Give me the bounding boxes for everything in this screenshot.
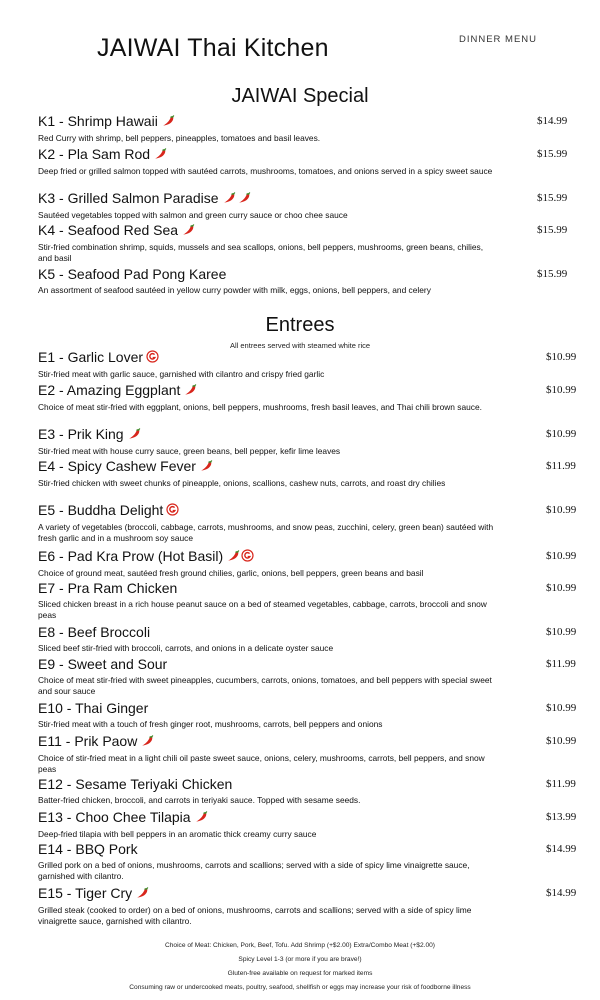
menu-type-label: DINNER MENU bbox=[459, 34, 538, 45]
item-price: $10.99 bbox=[546, 384, 577, 396]
chili-pepper-icon bbox=[194, 811, 208, 823]
item-name bbox=[38, 382, 498, 400]
menu-item bbox=[38, 266, 498, 296]
item-icons bbox=[199, 459, 214, 476]
gluten-free-icon bbox=[166, 503, 179, 516]
item-name-text: E9 - Sweet and Sour bbox=[38, 656, 168, 672]
item-price: $13.99 bbox=[546, 811, 577, 823]
item-name-text: E11 - Prik Paow bbox=[38, 733, 138, 749]
chili-pepper-icon bbox=[153, 148, 167, 160]
menu-item bbox=[38, 809, 498, 840]
menu-item bbox=[38, 190, 498, 221]
item-description: Grilled pork on a bed of onions, mushrooms, carrots and scallions; served with a side of spicy lime vinaigrette sauce, garnished with cilantro. bbox=[38, 860, 470, 881]
item-name-text: K1 - Shrimp Hawaii bbox=[38, 113, 158, 129]
menu-item bbox=[38, 656, 498, 697]
chili-pepper-icon bbox=[222, 192, 236, 204]
menu-item bbox=[38, 502, 498, 544]
item-description: Stir-fried meat with house curry sauce, green beans, bell pepper, kefir lime leaves bbox=[38, 446, 341, 456]
item-price: $11.99 bbox=[546, 778, 576, 790]
item-name-text: E6 - Pad Kra Prow (Hot Basil) bbox=[38, 548, 224, 564]
item-name bbox=[38, 548, 498, 566]
item-icons bbox=[153, 147, 168, 164]
item-price: $10.99 bbox=[546, 626, 577, 638]
item-price: $15.99 bbox=[537, 268, 568, 280]
item-price: $10.99 bbox=[546, 582, 577, 594]
item-description: Stir-fried meat with garlic sauce, garnished with cilantro and crispy fried garlic bbox=[38, 369, 325, 379]
footer-meat-note: Choice of Meat: Chicken, Pork, Beef, Tofu. Add Shrimp (+$2.00) Extra/Combo Meat (+$2.00) bbox=[165, 942, 435, 949]
item-name-text: E3 - Prik King bbox=[38, 426, 124, 442]
item-name-text: E15 - Tiger Cry bbox=[38, 885, 133, 901]
item-icons bbox=[146, 350, 160, 367]
item-name bbox=[38, 146, 498, 164]
restaurant-title: JAIWAI Thai Kitchen bbox=[97, 34, 329, 62]
item-icons bbox=[140, 734, 155, 751]
item-description: Stir-fried combination shrimp, squids, mussels and sea scallops, onions, bell peppers, mushrooms, green beans, chilies, and basil bbox=[38, 242, 484, 263]
item-description: Red Curry with shrimp, bell peppers, pineapples, tomatoes and basil leaves. bbox=[38, 133, 321, 143]
item-name bbox=[38, 426, 498, 444]
item-name bbox=[38, 624, 498, 641]
menu-item bbox=[38, 548, 498, 579]
item-name-text: K2 - Pla Sam Rod bbox=[38, 146, 151, 162]
menu-item bbox=[38, 222, 498, 264]
menu-item bbox=[38, 700, 498, 730]
item-name bbox=[38, 190, 498, 208]
item-description: A variety of vegetables (broccoli, cabbage, carrots, mushrooms, and snow peas, zucchini, celery, green bean) sautéed with fresh garlic and in a mushroom soy sauce bbox=[38, 522, 494, 543]
item-icons bbox=[166, 503, 180, 520]
item-price: $15.99 bbox=[537, 224, 568, 236]
item-description: Batter-fried chicken, broccoli, and carrots in teriyaki sauce. Topped with sesame seeds. bbox=[38, 795, 361, 805]
item-price: $10.99 bbox=[546, 428, 577, 440]
gluten-free-icon bbox=[241, 549, 254, 562]
item-icons bbox=[183, 383, 198, 400]
item-price: $14.99 bbox=[546, 887, 577, 899]
item-description: Choice of stir-fried meat in a light chili oil paste sweet sauce, onions, celery, mushrooms, carrots, bell peppers, and snow peas bbox=[38, 753, 485, 774]
chili-pepper-icon bbox=[135, 887, 149, 899]
item-name bbox=[38, 656, 498, 673]
entrees-subheading: All entrees served with steamed white rice bbox=[229, 341, 371, 350]
item-icons bbox=[135, 886, 150, 903]
item-icons bbox=[181, 223, 196, 240]
item-name-text: K5 - Seafood Pad Pong Karee bbox=[38, 266, 227, 282]
chili-pepper-icon bbox=[199, 460, 213, 472]
item-description: Deep-fried tilapia with bell peppers in an aromatic thick creamy curry sauce bbox=[38, 829, 317, 839]
item-price: $15.99 bbox=[537, 148, 568, 160]
item-name bbox=[38, 580, 498, 597]
item-name bbox=[38, 113, 498, 131]
item-icons bbox=[161, 114, 176, 131]
footer-spicy-note: Spicy Level 1-3 (or more if you are brave!) bbox=[238, 956, 362, 963]
menu-item bbox=[38, 580, 498, 621]
item-name-text: E10 - Thai Ginger bbox=[38, 700, 149, 716]
menu-item bbox=[38, 382, 498, 413]
item-description: An assortment of seafood sautéed in yellow curry powder with milk, eggs, onions, bell peppers, and celery bbox=[38, 285, 431, 295]
item-price: $14.99 bbox=[546, 843, 577, 855]
item-name-text: K3 - Grilled Salmon Paradise bbox=[38, 190, 219, 206]
item-description: Choice of meat stir-fried with eggplant, onions, bell peppers, mushrooms, fresh basil leaves, and Thai chili brown sauce. bbox=[38, 402, 482, 412]
menu-item bbox=[38, 458, 498, 489]
item-price: $10.99 bbox=[546, 351, 577, 363]
item-icons bbox=[226, 549, 255, 566]
item-name bbox=[38, 885, 498, 903]
item-name bbox=[38, 809, 498, 827]
item-name bbox=[38, 733, 498, 751]
item-name bbox=[38, 776, 498, 793]
item-name bbox=[38, 349, 498, 367]
item-description: Choice of meat stir-fried with sweet pineapples, cucumbers, carrots, onions, tomatoes, and bell peppers with special sweet and sour sauce bbox=[38, 675, 492, 696]
item-price: $15.99 bbox=[537, 192, 568, 204]
item-name bbox=[38, 841, 498, 858]
menu-item bbox=[38, 113, 498, 144]
item-icons bbox=[222, 191, 252, 208]
chili-pepper-icon bbox=[161, 115, 175, 127]
menu-item bbox=[38, 841, 498, 882]
item-name bbox=[38, 222, 498, 240]
item-price: $11.99 bbox=[546, 460, 576, 472]
menu-footer bbox=[0, 939, 600, 995]
item-price: $14.99 bbox=[537, 115, 568, 127]
item-name bbox=[38, 266, 498, 283]
menu-item bbox=[38, 733, 498, 775]
item-icons bbox=[194, 810, 209, 827]
chili-pepper-icon bbox=[140, 735, 154, 747]
menu-item bbox=[38, 624, 498, 654]
gluten-free-icon bbox=[146, 350, 159, 363]
item-name bbox=[38, 502, 498, 520]
item-name-text: E4 - Spicy Cashew Fever bbox=[38, 458, 196, 474]
menu-item bbox=[38, 349, 498, 380]
item-price: $10.99 bbox=[546, 550, 577, 562]
footer-gluten-note: Gluten-free available on request for marked items bbox=[227, 970, 373, 977]
item-name-text: E12 - Sesame Teriyaki Chicken bbox=[38, 776, 233, 792]
chili-pepper-icon bbox=[226, 550, 240, 562]
item-name-text: E5 - Buddha Delight bbox=[38, 502, 164, 518]
item-description: Stir-fried chicken with sweet chunks of pineapple, onions, scallions, cashew nuts, carrots, and roast dry chilies bbox=[38, 478, 446, 488]
chili-pepper-icon bbox=[127, 428, 141, 440]
item-description: Sautéed vegetables topped with salmon and green curry sauce or choo chee sauce bbox=[38, 210, 348, 220]
chili-pepper-icon bbox=[181, 224, 195, 236]
item-description: Grilled steak (cooked to order) on a bed of onions, mushrooms, carrots and scallions; served with a side of spicy lime vinaigrette sauce, garnished with cilantro. bbox=[38, 905, 472, 926]
item-price: $10.99 bbox=[546, 735, 577, 747]
menu-item bbox=[38, 776, 498, 806]
item-description: Deep fried or grilled salmon topped with sautéed carrots, mushrooms, tomatoes, and onions served in a spicy sweet sauce bbox=[38, 166, 493, 176]
item-icons bbox=[127, 427, 142, 444]
menu-item bbox=[38, 146, 498, 177]
item-description: Sliced chicken breast in a rich house peanut sauce on a bed of steamed vegetables, cabbage, carrots, broccoli and snow peas bbox=[38, 599, 487, 620]
item-description: Stir-fried meat with a touch of fresh ginger root, mushrooms, carrots, bell peppers and onions bbox=[38, 719, 383, 729]
item-price: $10.99 bbox=[546, 702, 577, 714]
item-name bbox=[38, 458, 498, 476]
item-price: $10.99 bbox=[546, 504, 577, 516]
menu-item bbox=[38, 885, 498, 927]
item-name-text: E14 - BBQ Pork bbox=[38, 841, 138, 857]
item-description: Sliced beef stir-fried with broccoli, carrots, and onions in a delicate oyster sauce bbox=[38, 643, 334, 653]
item-name-text: E13 - Choo Chee Tilapia bbox=[38, 809, 191, 825]
item-name-text: E8 - Beef Broccoli bbox=[38, 624, 151, 640]
item-description: Choice of ground meat, sautéed fresh ground chilies, garlic, onions, bell peppers, green beans and basil bbox=[38, 568, 424, 578]
item-name-text: E7 - Pra Ram Chicken bbox=[38, 580, 178, 596]
menu-item bbox=[38, 426, 498, 457]
footer-health-warning: Consuming raw or undercooked meats, poultry, seafood, shellfish or eggs may increase your risk of foodborne illness bbox=[129, 984, 471, 991]
item-price: $11.99 bbox=[546, 658, 576, 670]
item-name-text: E2 - Amazing Eggplant bbox=[38, 382, 181, 398]
entrees-heading: Entrees bbox=[265, 314, 335, 336]
item-name-text: E1 - Garlic Lover bbox=[38, 349, 144, 365]
special-heading: JAIWAI Special bbox=[231, 85, 369, 107]
chili-pepper-icon bbox=[237, 192, 251, 204]
chili-pepper-icon bbox=[183, 384, 197, 396]
item-name-text: K4 - Seafood Red Sea bbox=[38, 222, 179, 238]
item-name bbox=[38, 700, 498, 717]
